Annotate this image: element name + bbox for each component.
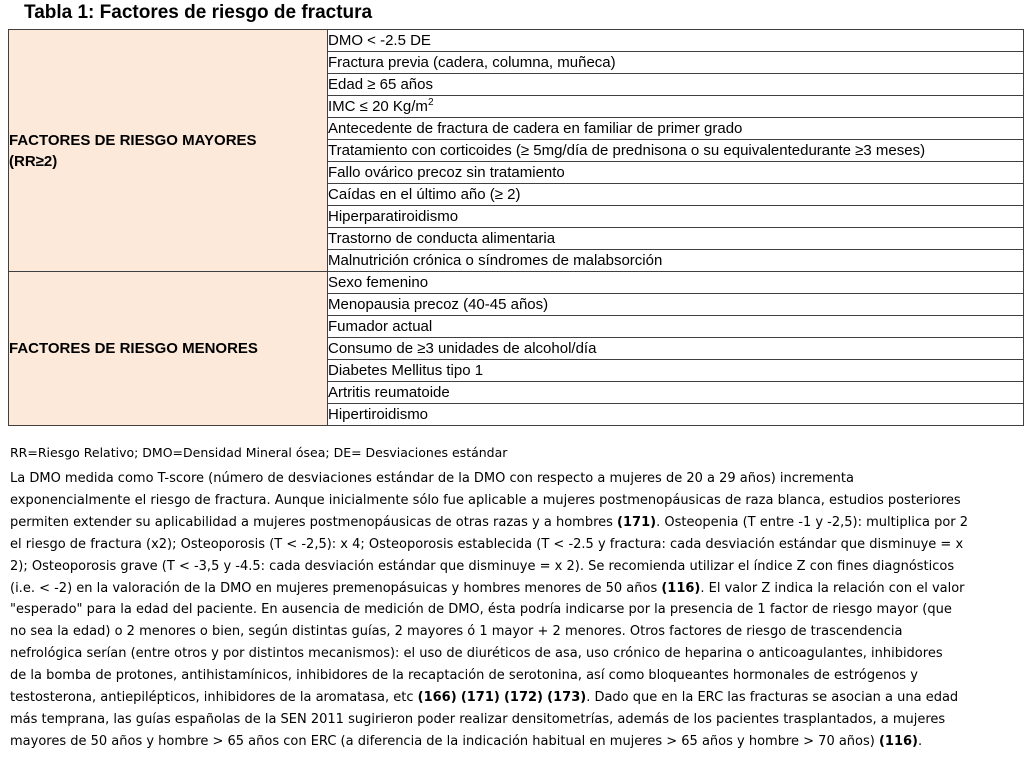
major-factors-rr: (RR≥2) [9,152,58,170]
reference-116: (116) [661,580,701,596]
imc-superscript: 2 [427,97,434,108]
major-factor-item: DMO < -2.5 DE [328,30,1024,52]
paragraph-text: . Dado que en la ERC las fracturas se asocian a una edad [586,690,959,706]
paragraph-line: el riesgo de fractura (x2); Osteoporosis (T < -2,5): x 4; Osteoporosis establecida (T < -2.5 y fractura: cada desviación estándar que disminuye = x [10,536,964,552]
risk-factors-table [8,29,1024,426]
paragraph-text: (i.e. < -2) en la valoración de la DMO en mujeres premenopásuicas y hombres menores de 50 años [10,580,662,596]
paragraph-line [10,512,1024,534]
paragraph-line: no sea la edad) o 2 menores o bien, según distintas guías, 2 mayores ó 1 mayor + 2 menores. Otros factores de riesgo de trascendencia [10,624,903,640]
major-factor-item: Antecedente de fractura de cadera en familiar de primer grado [328,118,1024,140]
table-title: Tabla 1: Factores de riesgo de fractura [24,2,373,23]
reference-171: (171) [617,514,657,530]
major-factors-category [9,30,328,272]
paragraph-line: exponencialmente el riesgo de fractura. Aunque inicialmente sólo fue aplicable a mujeres postmenopáusicas de raza blanca, estudios posteriores [10,492,961,508]
paragraph-text: mayores de 50 años y hombre > 65 años con ERC (a diferencia de la indicación habitual en mujeres > 65 años y hombre > 70 años) [10,733,879,749]
paragraph-line: más temprana, las guías españolas de la SEN 2011 sugirieron poder realizar densitometrías, además de los pacientes trasplantados, a mujeres [10,711,946,727]
paragraph-text: . Osteopenia (T entre -1 y -2,5): multiplica por 2 [656,514,969,530]
major-factor-item: Trastorno de conducta alimentaria [328,228,1024,250]
paragraph-line [10,687,1024,709]
imc-text: IMC ≤ 20 Kg/m [328,98,428,115]
major-factor-item [328,96,1024,118]
reference-171: (171) [460,690,500,706]
paragraph-line [10,731,1024,753]
paragraph-text: . El valor Z indica la relación con el valor [700,580,965,596]
major-factor-item: Fractura previa (cadera, columna, muñeca) [328,52,1024,74]
abbreviations-note: RR=Riesgo Relativo; DMO=Densidad Mineral ósea; DE= Desviaciones estándar [10,445,508,460]
paragraph-line: nefrológica serían (entre otros y por distintos mecanismos): el uso de diuréticos de asa, uso crónico de heparina o anticoagulantes, inhibidores [10,646,943,662]
paragraph-line: "esperado" para la edad del paciente. En ausencia de medición de DMO, ésta podría indicarse por la presencia de 1 factor de riesgo mayor (que [10,602,952,618]
minor-factor-item: Hipertiroidismo [328,404,1024,426]
minor-factors-label: FACTORES DE RIESGO MENORES [9,340,258,357]
minor-factor-item: Consumo de ≥3 unidades de alcohol/día [328,338,1024,360]
minor-factor-item: Sexo femenino [328,272,1024,294]
minor-factor-item: Diabetes Mellitus tipo 1 [328,360,1024,382]
paragraph-line: 2); Osteoporosis grave (T < -3,5 y -4.5: cada desviación estándar que disminuye = x 2). Se recomienda utilizar el índice Z con fines diagnósticos [10,558,955,574]
paragraph-line [10,578,1024,600]
major-factor-item: Caídas en el último año (≥ 2) [328,184,1024,206]
paragraph-text: . [918,733,923,749]
major-factor-item: Fallo ovárico precoz sin tratamiento [328,162,1024,184]
paragraph-text: testosterona, antiepilépticos, inhibidores de la aromatasa, etc [10,690,418,706]
major-factor-item: Edad ≥ 65 años [328,74,1024,96]
minor-factor-item: Fumador actual [328,316,1024,338]
minor-factor-item: Menopausia precoz (40-45 años) [328,294,1024,316]
body-paragraph [10,468,1024,753]
reference-166: (166) [417,690,457,706]
major-factor-item: Hiperparatiroidismo [328,206,1024,228]
minor-factors-category [9,272,328,426]
paragraph-line: La DMO medida como T-score (número de desviaciones estándar de la DMO con respecto a mujeres de 20 a 29 años) incrementa [10,471,854,486]
major-factors-label: FACTORES DE RIESGO MAYORES [9,131,257,149]
major-factor-item: Tratamiento con corticoides (≥ 5mg/día de prednisona o su equivalentedurante ≥3 meses) [328,140,1024,162]
reference-116: (116) [878,733,919,749]
table-row [9,272,1024,294]
paragraph-line: de la bomba de protones, antihistamínicos, inhibidores de la recaptación de serotonina, así como bloqueantes hormonales de estrógenos y [10,668,918,684]
paragraph-text: permiten extender su aplicabilidad a mujeres postmenopáusicas de otras razas y a hombres [10,514,618,530]
major-factor-item: Malnutrición crónica o síndromes de malabsorción [328,250,1024,272]
minor-factor-item: Artritis reumatoide [328,382,1024,404]
reference-172: (172) [503,690,544,706]
table-row [9,30,1024,52]
reference-173: (173) [547,690,587,706]
